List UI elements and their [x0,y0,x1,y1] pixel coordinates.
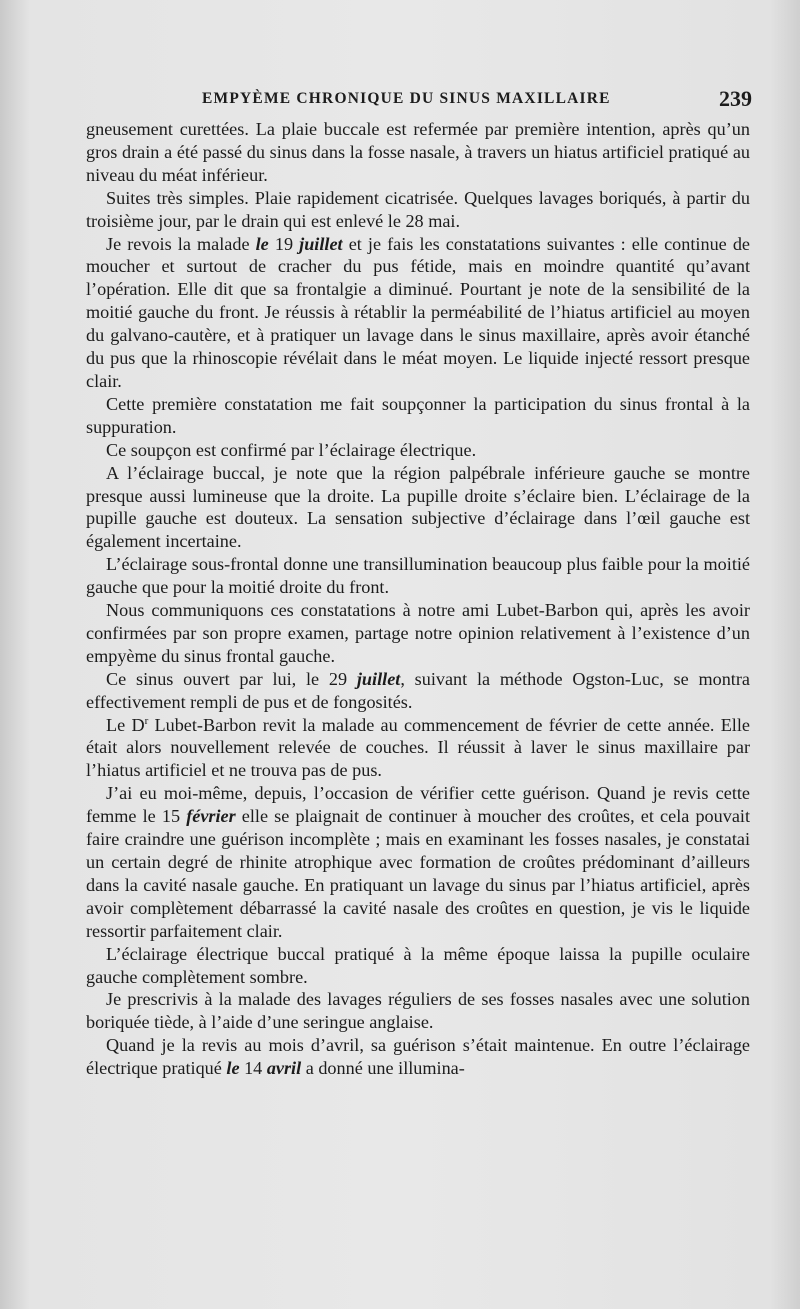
text-run: a donné une illumina- [301,1058,465,1079]
paragraph [86,393,750,439]
italic-text: avril [266,1058,302,1079]
text-run: L’éclairage sous-frontal donne une transillumination beaucoup plus faible pour la moitié gauche que pour la moitié droite du front. [86,554,750,598]
text-run: , suivant la méthode Ogston-Luc, se montra effectivement rempli de pus et de fongosités. [86,668,750,712]
body-text [86,118,750,1080]
text-run: gneusement curettées. La plaie buccale est refermée par première intention, après qu’un gros drain a été passé du sinus dans la fosse nasale, à travers un hiatus artificiel pratiqué au niveau du méat inférieur. [86,119,750,185]
paragraph [86,988,750,1034]
text-run: 14 [239,1058,267,1079]
paragraph [86,439,750,462]
italic-text: le [226,1058,240,1079]
italic-text: le [255,233,269,254]
text-run: Le D [106,714,145,735]
running-head: EMPYÈME CHRONIQUE DU SINUS MAXILLAIRE [202,90,611,107]
paragraph [86,782,750,942]
paragraph [86,714,750,783]
paragraph [86,668,750,714]
paragraph [86,599,750,668]
text-run: A l’éclairage buccal, je note que la région palpébrale inférieure gauche se montre presque aussi lumineuse que la droite. La pupille droite s’éclaire bien. L’éclairage de la pupille gauche est douteux. La sensation subjective d’éclairage dans l’œil gauche est également incertaine. [86,462,750,552]
text-run: Lubet-Barbon revit la malade au commencement de février de cette année. Elle était alors nouvellement relevée de couches. Il réussit à laver le sinus maxillaire par l’hiatus artificiel et ne trouva pas de pus. [86,714,750,781]
paragraph [86,118,750,187]
paragraph [86,187,750,233]
text-run: J’ai eu moi-même, depuis, l’occasion de vérifier cette guérison. Quand je revis cette femme le 15 [86,783,750,827]
text-run: elle se plaignait de continuer à moucher des croûtes, et cela pouvait faire craindre une guérison incomplète ; mais en examinant les fosses nasales, je constatai un certain degré de rhinite atrophique avec formation de croûtes prédominant d’ailleurs dans la cavité nasale gauche. En pratiquant un lavage du sinus par l’hiatus artificiel, après avoir complètement débarrassé la cavité nasale des croûtes en question, je vis le liquide ressortir parfaitement clair. [86,806,750,941]
page-number: 239 [719,86,752,111]
text-run: Cette première constatation me fait soupçonner la participation du sinus frontal à la suppuration. [86,393,750,437]
italic-text: juillet [299,233,343,254]
text-run: Suites très simples. Plaie rapidement cicatrisée. Quelques lavages boriqués, à partir du troisième jour, par le drain qui est enlevé le 28 mai. [86,187,750,231]
text-run: Ce soupçon est confirmé par l’éclairage électrique. [106,439,477,460]
paragraph [86,943,750,989]
text-run: Quand je la revis au mois d’avril, sa guérison s’était maintenue. En outre l’éclairage électrique pratiqué [86,1035,750,1079]
paragraph [86,553,750,599]
text-run: Je prescrivis à la malade des lavages réguliers de ses fosses nasales avec une solution boriquée tiède, à l’aide d’une seringue anglaise. [86,989,750,1033]
text-run: Ce sinus ouvert par lui, le 29 [106,668,357,689]
italic-text: février [186,806,236,827]
text-run: 19 [268,233,300,254]
paragraph [86,462,750,554]
text-run: Nous communiquons ces constatations à notre ami Lubet-Barbon qui, après les avoir confirmées par son propre examen, partage notre opinion relativement à l’existence d’un empyème du sinus frontal gauche. [86,600,750,666]
text-run: et je fais les constatations suivantes : elle continue de moucher et surtout de cracher du pus fétide, mais en moindre quantité qu’avant l’opération. Elle dit que sa frontalgie a diminué. Pourtant je note de la sensibilité de la moitié gauche du front. Je réussis à rétablir la perméabilité de l’hiatus artificiel au moyen du galvano-cautère, et à pratiquer un lavage dans le sinus maxillaire, après avoir étanché du pus que la rhinoscopie révélait dans le méat moyen. Le liquide injecté ressort presque clair. [86,233,750,391]
text-run: L’éclairage électrique buccal pratiqué à la même époque laissa la pupille oculaire gauche complètement sombre. [86,943,750,987]
page-header [86,86,752,116]
italic-text: juillet [356,668,401,689]
superscript-text: r [144,714,149,727]
paragraph [86,233,750,393]
paragraph [86,1034,750,1080]
text-run: Je revois la malade [106,233,256,254]
